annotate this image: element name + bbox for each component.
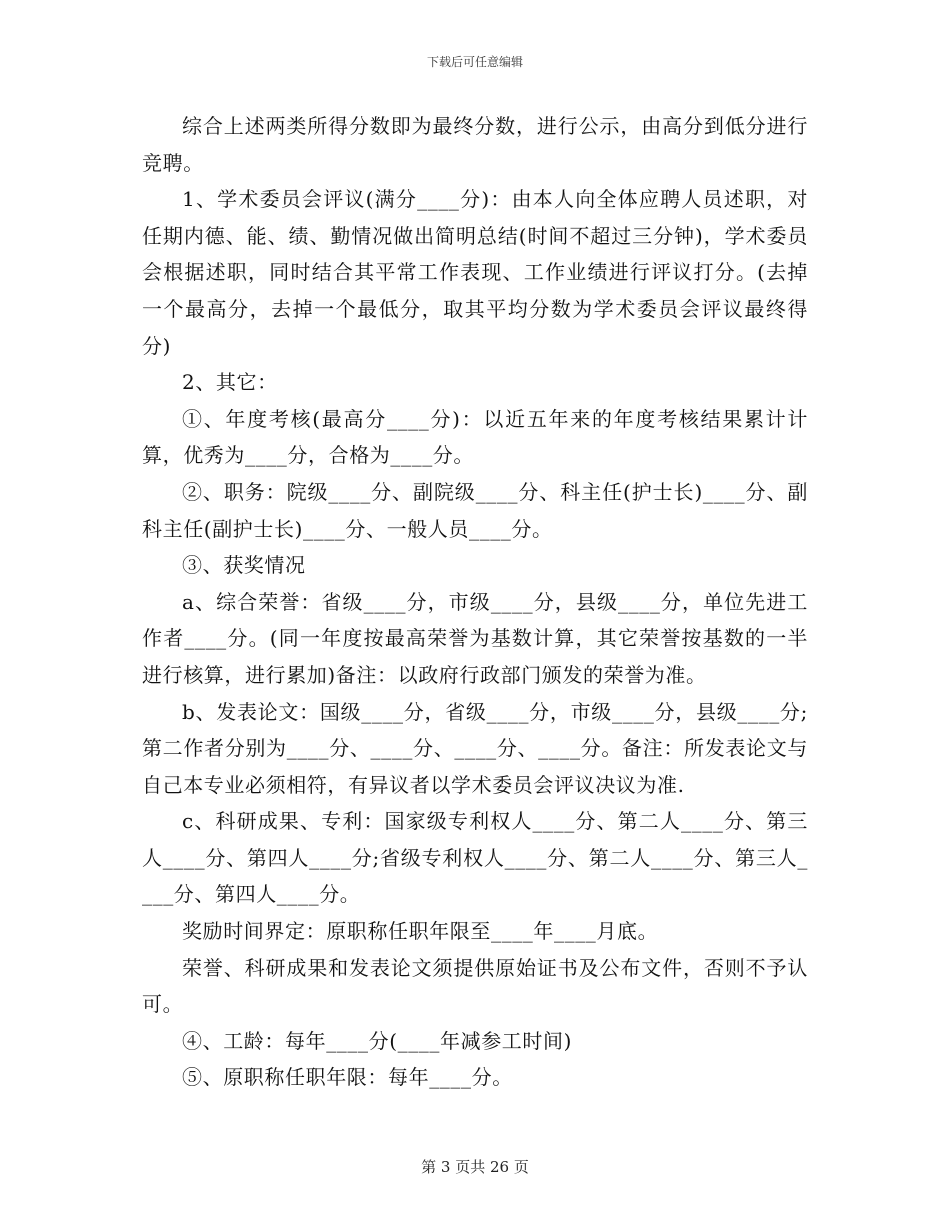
paragraph-position: ②、职务：院级____分、副院级____分、科主任(护士长)____分、副科主任(副护士长)____分、一般人员____分。 [142,479,808,541]
paragraph-research-patents: c、科研成果、专利：国家级专利权人____分、第二人____分、第三人____分、第四人____分;省级专利权人____分、第二人____分、第三人____分、第四人____分。 [142,809,808,907]
paragraph-annual-assessment: ①、年度考核(最高分____分)：以近五年来的年度考核结果累计计算，优秀为____分，合格为____分。 [142,406,808,468]
paragraph-summary: 综合上述两类所得分数即为最终分数，进行公示，由高分到低分进行竞聘。 [142,114,808,175]
paragraph-other-heading: 2、其它： [182,370,278,395]
paragraph-papers: b、发表论文：国级____分，省级____分，市级____分，县级____分;第二作者分别为____分、____分、____分、____分。备注：所发表论文与自己本专业必须相符，有异议者以学术委员会评议决议为准. [142,699,808,797]
paragraph-certificates: 荣誉、科研成果和发表论文须提供原始证书及公布文件，否则不予认可。 [142,955,808,1017]
paragraph-honors: a、综合荣誉：省级____分，市级____分，县级____分，单位先进工作者____分。(同一年度按最高荣誉为基数计算，其它荣誉按基数的一半进行核算，进行累加)备注：以政府行政部门颁发的荣誉为准。 [142,589,808,687]
paragraph-reward-period: 奖励时间界定：原职称任职年限至____年____月底。 [182,919,659,944]
document-body [142,108,808,1096]
page-number: 第 3 页共 26 页 [421,1158,529,1176]
paragraph-awards-heading: ③、获奖情况 [182,553,306,578]
paragraph-tenure: ⑤、原职称任职年限：每年____分。 [182,1065,513,1090]
page-header-note: 下载后可任意编辑 [426,55,523,69]
paragraph-seniority: ④、工龄：每年____分(____年减参工时间) [182,1028,573,1053]
paragraph-academic-review: 1、学术委员会评议(满分____分)：由本人向全体应聘人员述职，对任期内德、能、绩、勤情况做出简明总结(时间不超过三分钟)，学术委员会根据述职，同时结合其平常工作表现、工作业绩进行评议打分。(去掉一个最高分，去掉一个最低分，取其平均分数为学术委员会评议最终得分) [142,187,808,358]
